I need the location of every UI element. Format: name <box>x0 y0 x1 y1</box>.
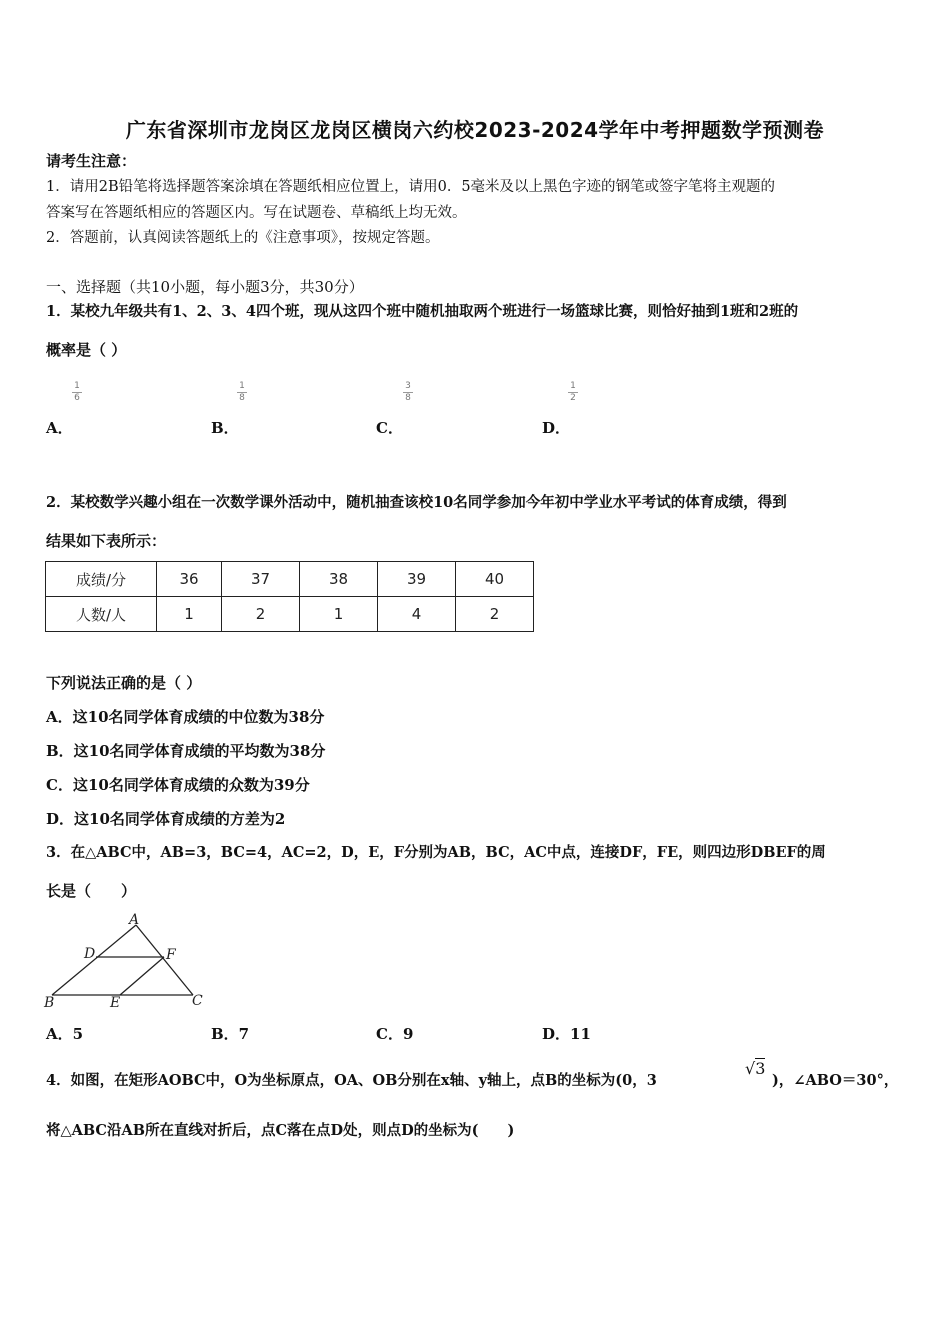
page-title: 广东省深圳市龙岗区龙岗区横岗六约校2023-2024学年中考押题数学预测卷 <box>125 118 825 142</box>
segment-fe <box>120 957 164 995</box>
table-cell: 2 <box>222 597 300 632</box>
table-header-cell: 人数/人 <box>46 597 157 632</box>
q1-option-a-label: A． <box>46 419 73 437</box>
table-cell: 1 <box>300 597 378 632</box>
segment-ac <box>136 925 193 995</box>
notice-heading: 请考生注意： <box>46 152 137 170</box>
q3-option-b: B．7 <box>211 1025 250 1043</box>
q1-stem-line-1: 1．某校九年级共有1、2、3、4四个班，现从这四个班中随机抽取两个班进行一场篮球比赛，则恰好抽到1班和2班的 <box>46 303 799 320</box>
table-row <box>46 562 534 597</box>
table-cell: 37 <box>222 562 300 597</box>
q3-stem-line-1: 3．在△ABC中，AB=3，BC=4，AC=2，D，E，F分别为AB，BC，AC中点，连接DF，FE，则四边形DBEF的周 <box>46 844 826 861</box>
table-cell: 1 <box>157 597 222 632</box>
q2-option-b: B．这10名同学体育成绩的平均数为38分 <box>46 742 326 760</box>
table-cell: 38 <box>300 562 378 597</box>
sqrt-argument: 3 <box>755 1059 766 1078</box>
q4-stem-line-1a: 4．如图，在矩形AOBC中，O为坐标原点，OA、OB分别在x轴、y轴上，点B的坐标为(0，3 <box>46 1072 657 1089</box>
section-heading: 一、选择题（共10小题，每小题3分，共30分） <box>46 278 364 296</box>
sqrt-symbol: √ <box>745 1059 756 1078</box>
q1-option-d-label: D． <box>542 419 571 437</box>
table-cell: 4 <box>378 597 456 632</box>
label-b: B <box>44 995 55 1010</box>
table-cell: 39 <box>378 562 456 597</box>
q3-option-a: A．5 <box>46 1025 84 1043</box>
notice-line-3: 2．答题前，认真阅读答题纸上的《注意事项》，按规定答题。 <box>46 230 440 246</box>
table-cell: 2 <box>456 597 534 632</box>
q3-option-c: C．9 <box>376 1025 414 1043</box>
notice-line-1: 1．请用2B铅笔将选择题答案涂填在答题纸相应位置上，请用0．5毫米及以上黑色字迹的钢笔或签字笔将主观题的 <box>46 179 776 195</box>
label-d: D <box>84 946 96 962</box>
q2-option-a: A．这10名同学体育成绩的中位数为38分 <box>46 708 325 726</box>
q1-option-c-label: C． <box>376 419 403 437</box>
q1-option-a-fraction: 1 6 <box>70 382 84 403</box>
label-a: A <box>129 912 140 928</box>
table-header-cell: 成绩/分 <box>46 562 157 597</box>
q1-option-b-fraction: 1 8 <box>235 382 249 403</box>
q4-stem-line-2: 将△ABC沿AB所在直线对折后，点C落在点D处，则点D的坐标为( ) <box>46 1122 515 1139</box>
q1-stem-line-2: 概率是（ ） <box>46 341 127 359</box>
q2-option-c: C．这10名同学体育成绩的众数为39分 <box>46 776 310 794</box>
q1-option-c-fraction: 3 8 <box>401 382 415 403</box>
q4-stem-line-1b: )，∠ABO＝30°， <box>772 1072 899 1089</box>
q3-option-d: D．11 <box>542 1025 591 1043</box>
sqrt-three <box>745 1059 765 1078</box>
triangle-figure <box>40 910 220 1010</box>
table-cell: 36 <box>157 562 222 597</box>
label-e: E <box>110 995 121 1010</box>
table-row <box>46 597 534 632</box>
q2-ask: 下列说法正确的是（ ） <box>46 674 202 692</box>
label-f: F <box>166 947 176 963</box>
q1-option-d-fraction: 1 2 <box>566 382 580 403</box>
q2-stem-line-1: 2．某校数学兴趣小组在一次数学课外活动中，随机抽查该校10名同学参加今年初中学业水平考试的体育成绩，得到 <box>46 494 787 511</box>
notice-line-2: 答案写在答题纸相应的答题区内。写在试题卷、草稿纸上均无效。 <box>46 205 467 221</box>
table-cell: 40 <box>456 562 534 597</box>
score-table <box>45 561 534 632</box>
q2-option-d: D．这10名同学体育成绩的方差为2 <box>46 810 286 828</box>
q1-option-b-label: B． <box>211 419 239 437</box>
q3-stem-line-2: 长是（ ） <box>46 882 137 900</box>
label-c: C <box>192 993 203 1009</box>
q2-stem-line-2: 结果如下表所示： <box>46 532 167 550</box>
